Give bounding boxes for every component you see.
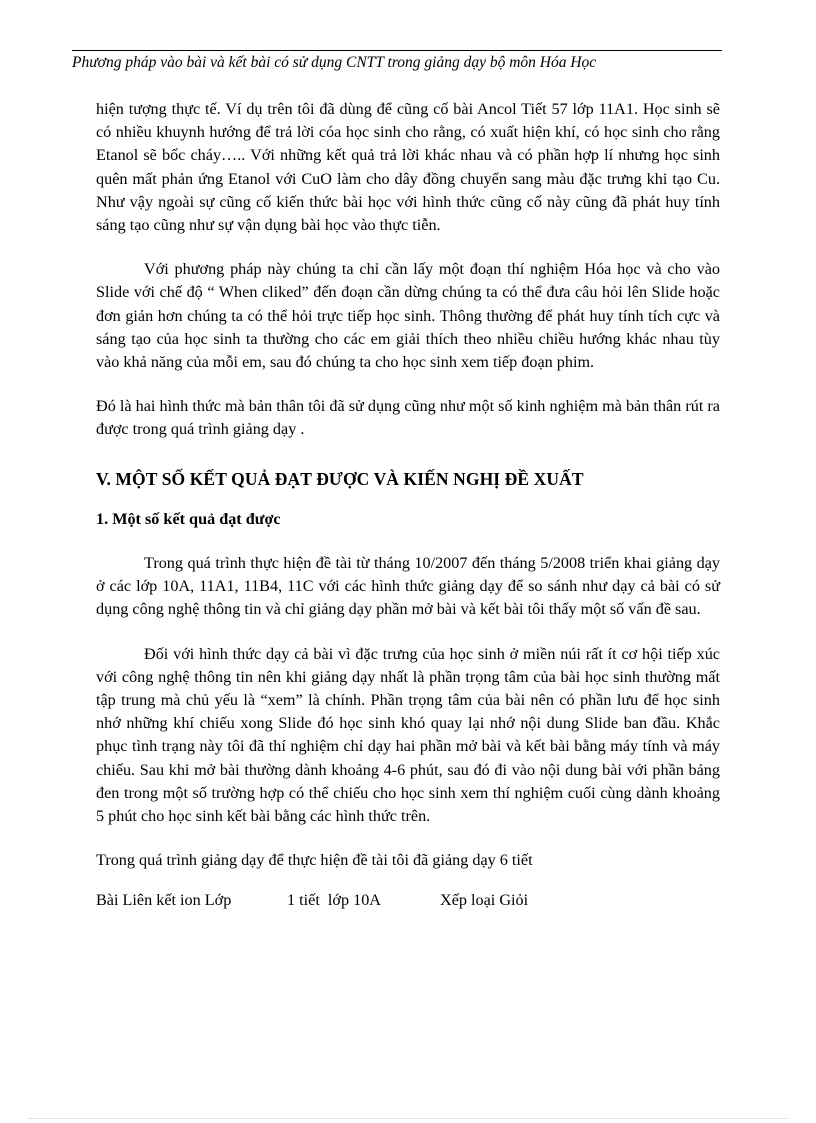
- lesson-grade: Xếp loại Giỏi: [440, 891, 529, 910]
- section-heading: V. MỘT SỐ KẾT QUẢ ĐẠT ĐƯỢC VÀ KIẾN NGHỊ ĐỀ XUẤT: [96, 468, 584, 489]
- paragraph-ancol-example: hiện tượng thực tế. Ví dụ trên tôi đã dùng để cũng cố bài Ancol Tiết 57 lớp 11A1. Học sinh sẽ có nhiều khuynh hướng để trả lời cóa học sinh cho rằng, có xuất hiện khí, có học sinh cho rằng Etanol sẽ bốc cháy….. Với những kết quả trả lời khác nhau và có phần hợp lí nhưng học sinh quên mất phản ứng Etanol với CuO làm cho dây đồng chuyển sang màu đặc trưng khi tạo Cu. Như vậy ngoài sự cũng cố kiến thức bài học với hình thức cũng cố này cũng đã phát huy tính sáng tạo cũng như sự vận dụng bài học vào thực tiễn.: [96, 100, 720, 235]
- footer-rule: [28, 1118, 788, 1119]
- paragraph-experiment-method: Với phương pháp này chúng ta chỉ cần lấy một đoạn thí nghiệm Hóa học và cho vào Slide với chế độ “ When cliked” đến đoạn cần dừng chúng ta có thể đưa câu hỏi lên Slide hoặc đơn giản hơn chúng ta có thể hỏi trực tiếp học sinh. Thông thường để phát huy tính tích cực và sáng tạo của học sinh ta thường cho các em giải thích theo nhiều chiều hướng khác nhau tùy vào khả năng của mỗi em, sau đó chúng ta cho học sinh xem tiếp đoạn phim.: [96, 260, 720, 372]
- paragraph-implementation: Trong quá trình thực hiện đề tài từ tháng 10/2007 đến tháng 5/2008 triển khai giảng dạy ở các lớp 10A, 11A1, 11B4, 11C với các hình thức giảng dạy để so sánh như dạy cả bài có sử dụng công nghệ thông tin và chỉ giảng dạy phần mở bài và kết bài tôi thấy một số vấn đề sau.: [96, 554, 720, 619]
- subsection-heading: 1. Một số kết quả đạt được: [96, 509, 281, 528]
- lesson-detail: 1 tiết lớp 10A: [287, 891, 381, 910]
- document-body: [96, 98, 720, 913]
- paragraph-lesson-count: Trong quá trình giảng dạy để thực hiện đề tài tôi đã giảng dạy 6 tiết: [96, 851, 533, 870]
- header-rule: [72, 50, 722, 51]
- lesson-row: [96, 889, 720, 912]
- paragraph-summary: Đó là hai hình thức mà bản thân tôi đã sử dụng cũng như một số kinh nghiệm mà bản thân rút ra được trong quá trình giảng dạy .: [96, 397, 720, 439]
- paragraph-observations: Đối với hình thức dạy cả bài vì đặc trưng của học sinh ở miền núi rất ít cơ hội tiếp xúc với công nghệ thông tin nên khi giảng dạy nhất là phần trọng tâm của bài học sinh thường mất tập trung mà chủ yếu là “xem” là chính. Phần trọng tâm của bài nên có phần lưu để học sinh nhớ những khí chiếu xong Slide đó học sinh khó quay lại nhớ nội dung Slide ban đầu. Khắc phục tình trạng này tôi đã thí nghiệm chỉ dạy hai phần mở bài và kết bài bằng máy tính và máy chiếu. Sau khi mở bài thường dành khoảng 4-6 phút, sau đó đi vào nội dung bài với phần bảng đen trong một số trường hợp có thể chiếu cho học sinh xem thí nghiệm cuối cùng dành khoảng 5 phút cho học sinh kết bài bằng các hình thức trên.: [96, 644, 720, 826]
- lesson-name: Bài Liên kết ion Lớp: [96, 891, 232, 910]
- page-header-title: Phương pháp vào bài và kết bài có sử dụng CNTT trong giảng dạy bộ môn Hóa Học: [72, 54, 597, 71]
